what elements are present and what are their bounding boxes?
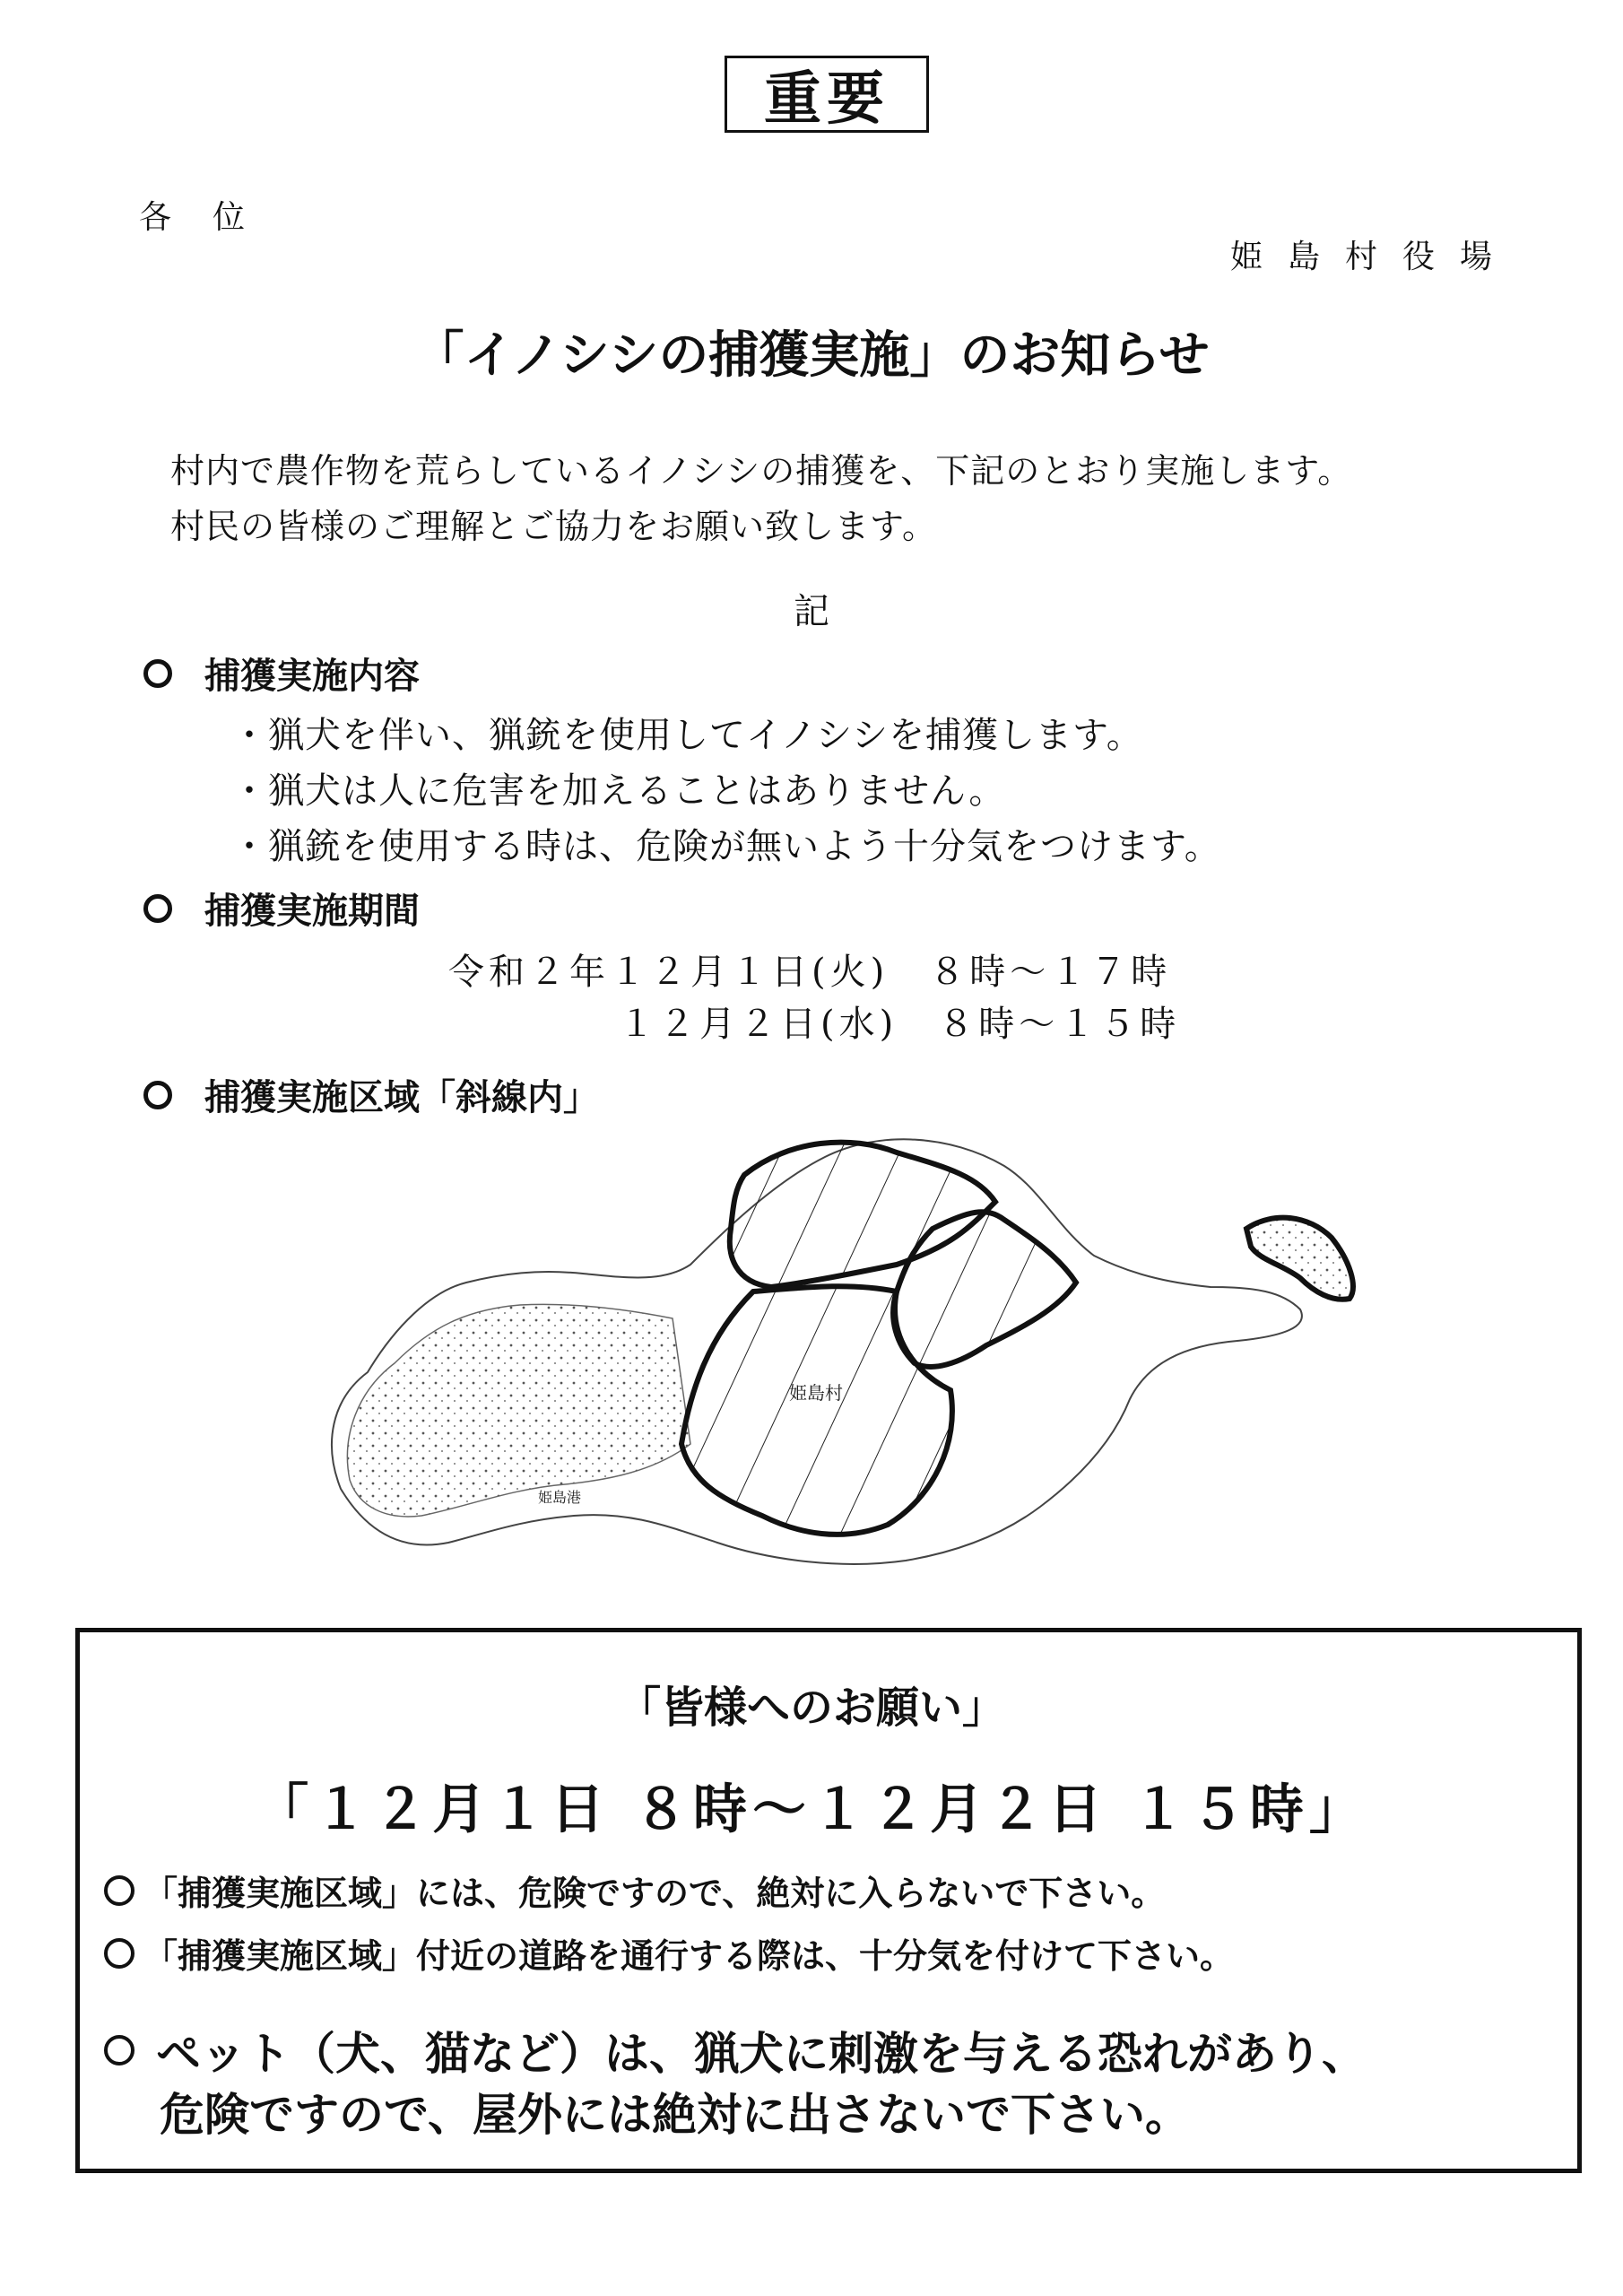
content-bullet-2: ・猟犬は人に危害を加えることはありません。	[231, 770, 1006, 812]
section-period-title: 捕獲実施期間	[204, 891, 420, 932]
request-item-3-line-2: 危険ですので、屋外には絶対に出さないで下さい。	[160, 2089, 1190, 2141]
circle-icon	[104, 1875, 135, 1906]
request-time: 「１２月１日 ８時～１２月２日 １５時」	[255, 1779, 1368, 1841]
map-label-village: 姫島村	[789, 1382, 843, 1404]
section-period-heading	[143, 883, 420, 934]
important-label: 重要	[764, 66, 890, 133]
map-label-port: 姫島港	[538, 1489, 582, 1506]
period-line-1: 令和２年１２月１日(火) ８時～１７時	[448, 952, 1172, 993]
circle-icon	[104, 1938, 135, 1969]
request-title: 「皆様へのお願い」	[617, 1683, 1005, 1733]
request-item-3-text: ペット（犬、猫など）は、猟犬に刺激を与える恐れがあり、	[156, 2028, 1367, 2080]
section-area-title: 捕獲実施区域「斜線内」	[204, 1077, 599, 1118]
page-title: 「イノシシの捕獲実施」のお知らせ	[413, 326, 1210, 385]
ki-heading: 記	[794, 591, 829, 632]
request-item-2-text: 「捕獲実施区域」付近の道路を通行する際は、十分気を付けて下さい。	[143, 1936, 1235, 1976]
content-bullet-3: ・猟銃を使用する時は、危険が無いよう十分気をつけます。	[231, 826, 1221, 867]
circle-icon	[104, 2035, 135, 2066]
request-item-3	[104, 2018, 1367, 2083]
intro-line-2: 村民の皆様のご理解とご協力をお願い致します。	[170, 507, 937, 546]
important-badge	[725, 56, 929, 133]
circle-icon	[143, 1081, 172, 1109]
intro-line-1: 村内で農作物を荒らしているイノシシの捕獲を、下記のとおり実施します。	[170, 451, 1353, 491]
request-item-1-text: 「捕獲実施区域」には、危険ですので、絶対に入らないで下さい。	[143, 1874, 1166, 1913]
circle-icon	[143, 659, 172, 688]
town-area	[347, 1304, 690, 1517]
section-content-title: 捕獲実施内容	[204, 656, 420, 697]
period-line-2: １２月２日(水) ８時～１５時	[619, 1004, 1181, 1045]
east-islet	[1246, 1218, 1353, 1300]
circle-icon	[143, 894, 172, 923]
content-bullet-1: ・猟犬を伴い、猟銃を使用してイノシシを捕獲します。	[231, 715, 1143, 756]
request-item-2	[104, 1928, 1234, 1978]
section-content-heading	[143, 648, 420, 699]
hunting-area-map	[269, 1103, 1471, 1605]
request-item-1	[104, 1866, 1165, 1915]
recipient: 各位	[139, 199, 287, 236]
sender: 姫島村役場	[1230, 239, 1518, 275]
